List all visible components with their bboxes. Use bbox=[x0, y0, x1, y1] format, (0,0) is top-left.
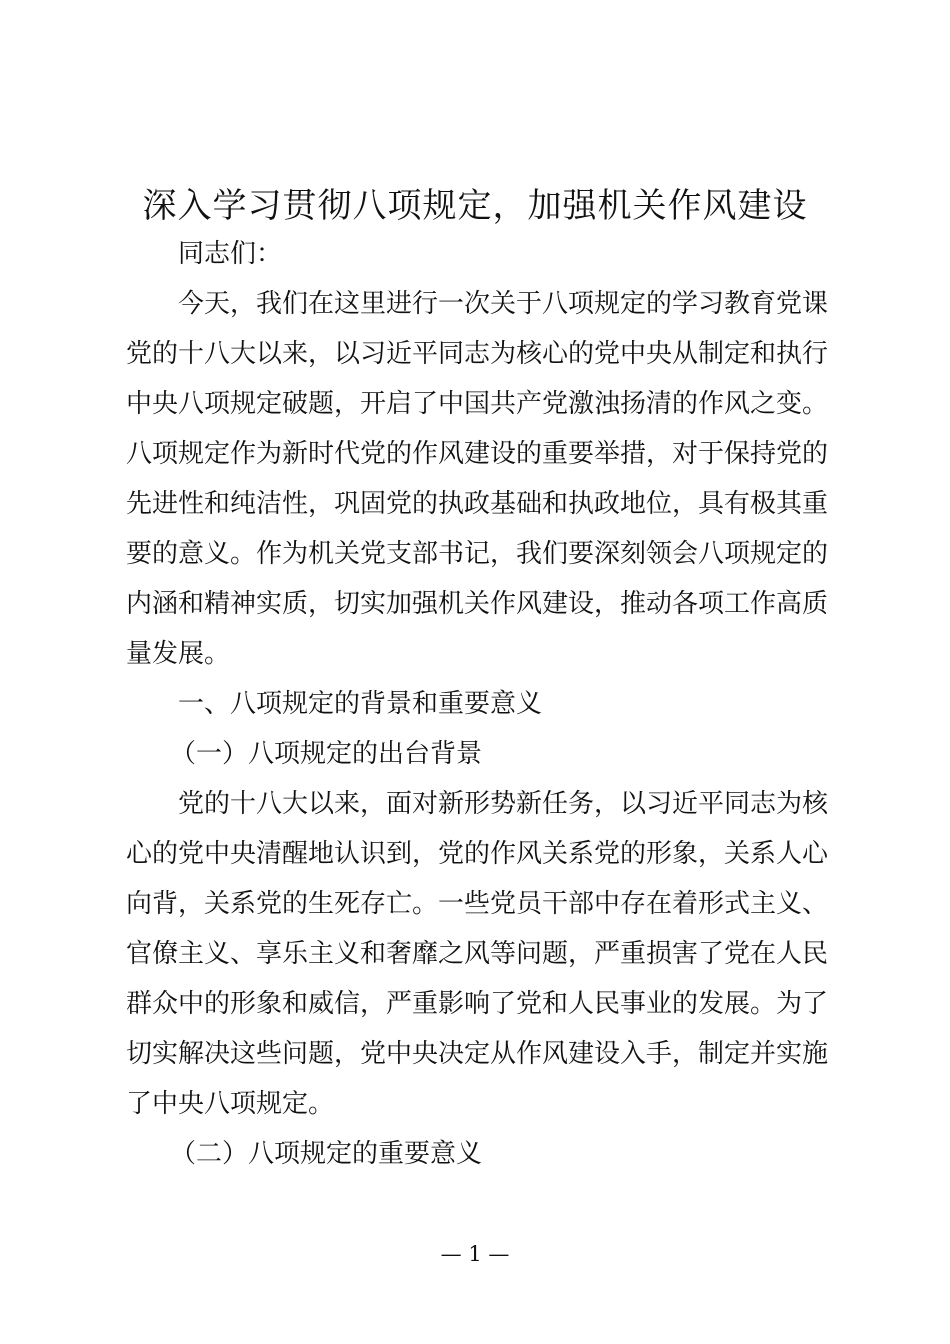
paragraph-line: 心的党中央清醒地认识到，党的作风关系党的形象，关系人心 bbox=[126, 839, 829, 869]
paragraph-line: 切实解决这些问题，党中央决定从作风建设入手，制定并实施 bbox=[126, 1039, 829, 1069]
paragraph-line: 群众中的形象和威信，严重影响了党和人民事业的发展。为了 bbox=[126, 989, 829, 1019]
paragraph-line: 向背，关系党的生死存亡。一些党员干部中存在着形式主义、 bbox=[126, 889, 829, 919]
subsection-heading: （一）八项规定的出台背景 bbox=[170, 739, 483, 769]
paragraph-line: 要的意义。作为机关党支部书记，我们要深刻领会八项规定的 bbox=[126, 539, 829, 569]
document-title: 深入学习贯彻八项规定，加强机关作风建设 bbox=[142, 186, 808, 226]
paragraph-line: 党的十八大以来，以习近平同志为核心的党中央从制定和执行 bbox=[126, 339, 829, 369]
subsection-heading: （二）八项规定的重要意义 bbox=[170, 1139, 483, 1169]
paragraph-line: 党的十八大以来，面对新形势新任务，以习近平同志为核 bbox=[178, 789, 829, 819]
paragraph-line: 中央八项规定破题，开启了中国共产党激浊扬清的作风之变。 bbox=[126, 389, 829, 419]
paragraph-line: 先进性和纯洁性，巩固党的执政基础和执政地位，具有极其重 bbox=[126, 489, 829, 519]
salutation: 同志们： bbox=[178, 239, 283, 269]
paragraph-line: 了中央八项规定。 bbox=[126, 1089, 335, 1119]
paragraph-line: 内涵和精神实质，切实加强机关作风建设，推动各项工作高质 bbox=[126, 589, 829, 619]
paragraph-line: 量发展。 bbox=[126, 639, 231, 669]
paragraph-line: 今天，我们在这里进行一次关于八项规定的学习教育党课 bbox=[178, 289, 829, 319]
section-heading: 一、八项规定的背景和重要意义 bbox=[178, 689, 543, 719]
page-number: — 1 — bbox=[440, 1242, 510, 1266]
paragraph-line: 官僚主义、享乐主义和奢靡之风等问题，严重损害了党在人民 bbox=[126, 939, 829, 969]
paragraph-line: 八项规定作为新时代党的作风建设的重要举措，对于保持党的 bbox=[126, 439, 829, 469]
